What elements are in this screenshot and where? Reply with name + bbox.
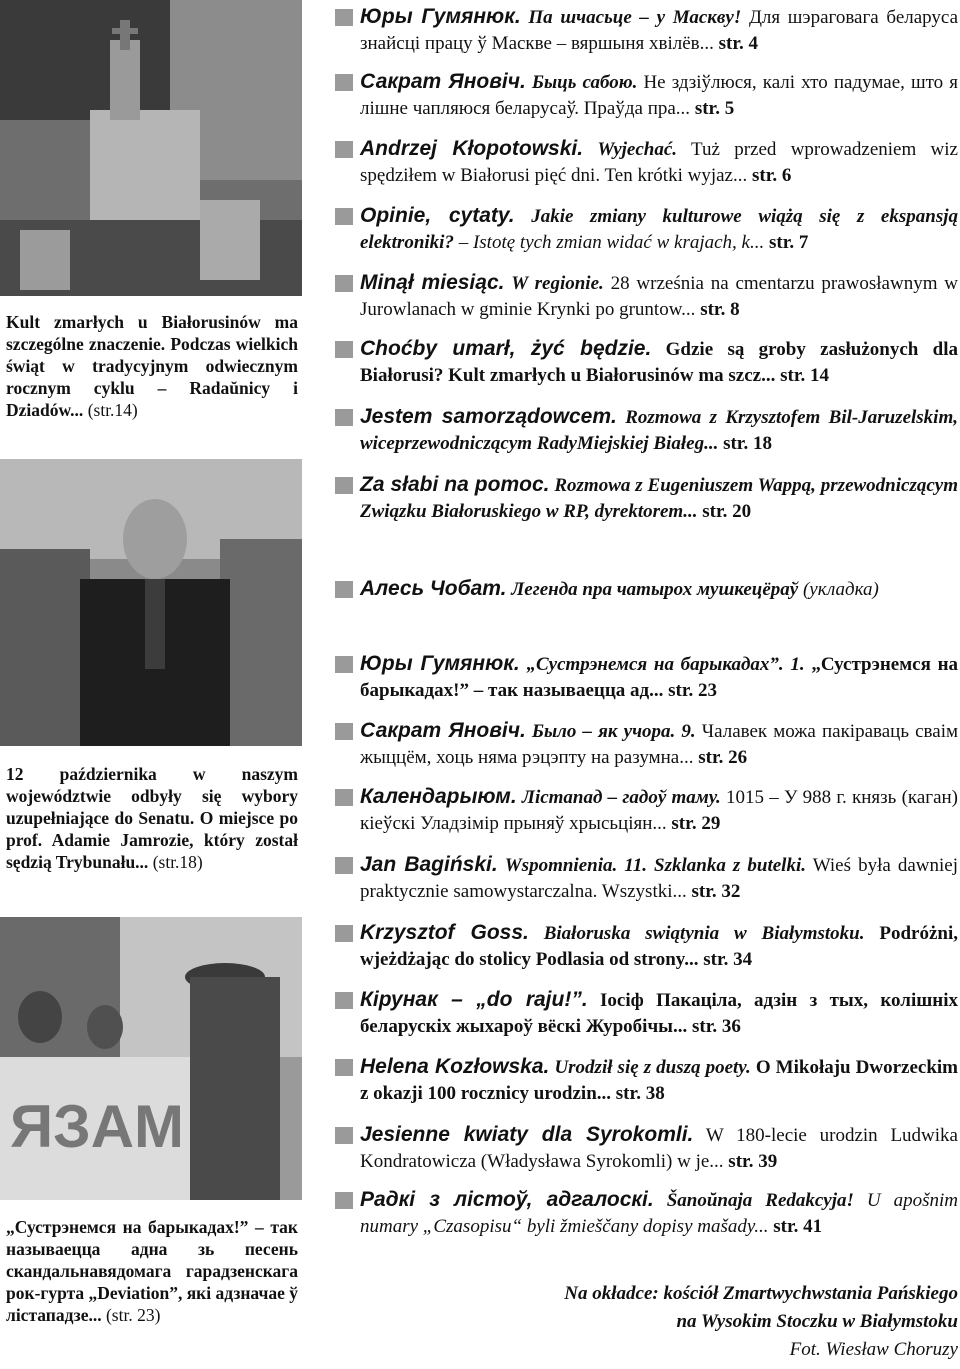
toc-entry-text: U apošnim numary „Czasopisu“ byli žmieščany dopisy mašady... (360, 1190, 959, 1237)
caption-senator-ref: (str.18) (152, 852, 203, 872)
toc-entry-page: str. 34 (703, 949, 753, 970)
photo-protest (0, 917, 302, 1200)
toc-entry-title: Opinie, cytaty. (360, 204, 515, 227)
toc-entry-text: Для шэраговага беларуса знайсці працу ў Маскве – вяршыня хвілёв... (360, 7, 959, 54)
toc-entry-title: Minął miesiąc. (360, 271, 505, 294)
toc-entry-text: 1015 – У 988 г. князь (каган) кіеўскі Уладзімір прыняў хрысьціян... (360, 787, 958, 834)
toc-entry[interactable] (336, 4, 958, 57)
caption-senator (6, 763, 298, 873)
toc-entry[interactable] (336, 270, 958, 323)
toc-entry[interactable] (336, 784, 958, 837)
caption-senator-text: 12 października w naszym województwie odbyły się wybory uzupełniające do Senatu. O miejsce po prof. Adamie Jamrozie, który został sędzią Trybunału... (6, 764, 298, 872)
toc-entry-text: – Istotę tych zmian widać w krajach, k... (458, 232, 765, 253)
toc-entry-page: str. 18 (723, 433, 772, 454)
toc-entry-title: Юры Гумянюк. (360, 5, 521, 28)
toc-entry-text: Podróżni, wjeżdżając do stolicy Podlasia od strony... (360, 923, 959, 970)
bullet-square-icon (335, 409, 353, 426)
toc-entry-subtitle: W regionie. (511, 273, 604, 294)
toc-entry-page: str. 4 (718, 33, 759, 54)
toc-entry[interactable] (336, 404, 958, 457)
bullet-square-icon (335, 477, 353, 494)
bullet-square-icon (335, 208, 353, 225)
toc-entry-text: Tuż przed wprowadzeniem wiz spędziłem w Białorusi pięć dni. Ten krótki wyjaz... (360, 139, 958, 186)
toc-entry-subtitle: Быць сабою. (531, 72, 638, 93)
toc-entry-subtitle: Białoruska swiątynia w Białymstoku. (543, 923, 865, 944)
photo-cemetery-image (0, 0, 302, 296)
toc-entry-page: str. 14 (780, 365, 830, 386)
toc-entry-text: W 180-lecie urodzin Ludwika Kondratowicza (Władysława Syrokomli) w je... (360, 1125, 958, 1172)
toc-entry-subtitle: Легенда пра чатырох мушкецёраў (511, 579, 799, 600)
toc-entry-title: Jesienne kwiaty dla Syrokomli. (360, 1123, 694, 1146)
toc-entry-title: Кірунак – „do raju!”. (360, 988, 588, 1011)
bullet-square-icon (335, 1127, 353, 1144)
cover-photo-credit: Fot. Wiesław Choruzy (789, 1339, 958, 1360)
bullet-square-icon (335, 857, 353, 874)
toc-entry-subtitle: Rozmowa z Krzysztofem Bil-Jaruzelskim, wiceprzewodniczącym RadyMiejskiej Białeg... (360, 407, 958, 454)
toc-entry-subtitle: Wyjechać. (597, 139, 678, 160)
toc-entry-page: str. 32 (691, 881, 741, 902)
toc-entry-page: str. 41 (773, 1216, 823, 1237)
cover-line-2: na Wysokim Stoczku w Białymstoku (676, 1311, 958, 1332)
toc-entry[interactable] (336, 203, 958, 256)
bullet-square-icon (335, 74, 353, 91)
toc-entry-subtitle: Wspomnienia. 11. Szklanka z butelki. (504, 855, 806, 876)
toc-entry-title: Jestem samorządowcem. (360, 405, 617, 428)
toc-entry-title: Krzysztof Goss. (360, 921, 529, 944)
toc-entry-page: str. 20 (702, 501, 752, 522)
cover-credit (398, 1280, 958, 1364)
toc-entry-title: Алесь Чобат. (360, 577, 507, 600)
toc-entry-subtitle: Іосіф Пакаціла, адзін з тых, колішніх беларускіх жыхароў вёскі Журобічы... (360, 990, 958, 1037)
toc-entry-text: (укладка) (802, 579, 879, 600)
toc-entry-page: str. 38 (615, 1083, 665, 1104)
toc-entry-subtitle: „Сустрэнемся на барыкадах”. 1. (526, 654, 805, 675)
toc-entry-page: str. 29 (671, 813, 721, 834)
photo-senator (0, 459, 302, 746)
toc-entry-title: Сакрат Яновіч. (360, 719, 526, 742)
toc-entry[interactable] (336, 472, 958, 525)
toc-entry[interactable] (336, 718, 958, 771)
bullet-square-icon (335, 992, 353, 1009)
toc-entry[interactable] (336, 1122, 958, 1175)
toc-entry-page: str. 5 (694, 98, 735, 119)
toc-entry[interactable] (336, 1054, 958, 1107)
toc-entry-page: str. 39 (728, 1151, 778, 1172)
toc-entry-title: Za słabi na pomoc. (360, 473, 550, 496)
toc-entry-title: Helena Kozłowska. (360, 1055, 550, 1078)
toc-entry-title: Choćby umarł, żyć będzie. (360, 337, 652, 360)
bullet-square-icon (335, 925, 353, 942)
toc-entry-text: O Mikołaju Dworzeckim z okazji 100 rocznicy urodzin... (360, 1057, 959, 1104)
toc-entry[interactable] (336, 987, 958, 1040)
toc-entry-title: Сакрат Яновіч. (360, 70, 526, 93)
toc-entry[interactable] (336, 336, 958, 389)
toc-entry-text: 28 września na cmentarzu prawosławnym w Jurowlanach w gminie Krynki po gruntow... (360, 273, 959, 320)
toc-entry-text: „Сустрэнемся на барыкадах!” – так называецца ад... (360, 654, 959, 701)
toc-entry-subtitle: Šanoŭnaja Redakcyja! (666, 1190, 854, 1211)
bullet-square-icon (335, 723, 353, 740)
bullet-square-icon (335, 1059, 353, 1076)
toc-entry-subtitle: Gdzie są groby zasłużonych dla Białorusi? Kult zmarłych u Białorusinów ma szcz... (360, 339, 959, 386)
bullet-square-icon (335, 341, 353, 358)
toc-entry-subtitle: Па шчасьце – у Маскву! (528, 7, 742, 28)
toc-entry-subtitle: Urodził się z duszą poety. (554, 1057, 751, 1078)
toc-entry-subtitle: Было – як учора. 9. (531, 721, 696, 742)
photo-protest-image (0, 917, 302, 1200)
protest-banner-text: ЯЗАМ (10, 1093, 185, 1160)
bullet-square-icon (335, 1192, 353, 1209)
toc-entry-page: str. 6 (751, 165, 792, 186)
toc-entry[interactable] (336, 651, 958, 704)
toc-entry[interactable] (336, 576, 958, 603)
toc-entry-title: Andrzej Kłopotowski. (360, 137, 584, 160)
bullet-square-icon (335, 9, 353, 26)
caption-cemetery (6, 311, 298, 421)
toc-entry-page: str. 26 (698, 747, 748, 768)
toc-entry-subtitle: Jakie zmiany kulturowe wiążą się z ekspansją elektroniki? (360, 206, 958, 253)
bullet-square-icon (335, 275, 353, 292)
bullet-square-icon (335, 581, 353, 598)
toc-entry-title: Jan Bagiński. (360, 853, 498, 876)
bullet-square-icon (335, 789, 353, 806)
toc-entry-subtitle: Rozmowa z Eugeniuszem Wappą, przewodniczącym Związku Białoruskiego w RP, dyrektorem... (360, 475, 958, 522)
toc-entry-title: Радкі з лістоў, адгалоскі. (360, 1188, 654, 1211)
photo-cemetery (0, 0, 302, 296)
bullet-square-icon (335, 141, 353, 158)
toc-entry-text: Чалавек можа пакіраваць сваім жыццём, хоць няма рэцэпту на разумна... (360, 721, 958, 768)
photo-senator-image (0, 459, 302, 746)
bullet-square-icon (335, 656, 353, 673)
toc-entry-text: Не здзіўлюся, калі хто падумае, што я лішне чапляюся беларусаў. Праўда пра... (360, 72, 959, 119)
toc-entry-title: Юры Гумянюк. (360, 652, 520, 675)
caption-protest-text: „Сустрэнемся на барыкадах!” – так называецца адна зь песень скандальнавядомага гарадзенскага рок-гурта „Deviation”, які адзначае ў лістападзе... (6, 1217, 298, 1325)
toc-entry[interactable] (336, 69, 958, 122)
caption-protest-ref: (str. 23) (105, 1305, 161, 1325)
toc-entry-text: Wieś była dawniej praktycznie samowystarczalna. Wszystki... (360, 855, 958, 902)
toc-entry-page: str. 8 (700, 299, 740, 320)
toc-entry-page: str. 36 (692, 1016, 741, 1037)
toc-entry[interactable] (336, 1187, 958, 1240)
toc-entry[interactable] (336, 920, 958, 973)
toc-entry-page: str. 7 (768, 232, 809, 253)
toc-entry-page: str. 23 (668, 680, 718, 701)
toc-entry-subtitle: Лістапад – гадоў таму. (521, 787, 721, 808)
toc-entry[interactable] (336, 852, 958, 905)
cover-line-1: Na okładce: kościół Zmartwychwstania Pańskiego (564, 1283, 958, 1304)
toc-entry[interactable] (336, 136, 958, 189)
caption-protest (6, 1216, 298, 1326)
caption-cemetery-text: Kult zmarłych u Białorusinów ma szczególne znaczenie. Podczas wielkich świąt w tradycyjnym odwiecznym rocznym cyklu – Radaŭnicy i Dziadów... (6, 312, 298, 420)
caption-cemetery-ref: (str.14) (87, 400, 138, 420)
toc-entry-title: Календарыюм. (360, 785, 517, 808)
